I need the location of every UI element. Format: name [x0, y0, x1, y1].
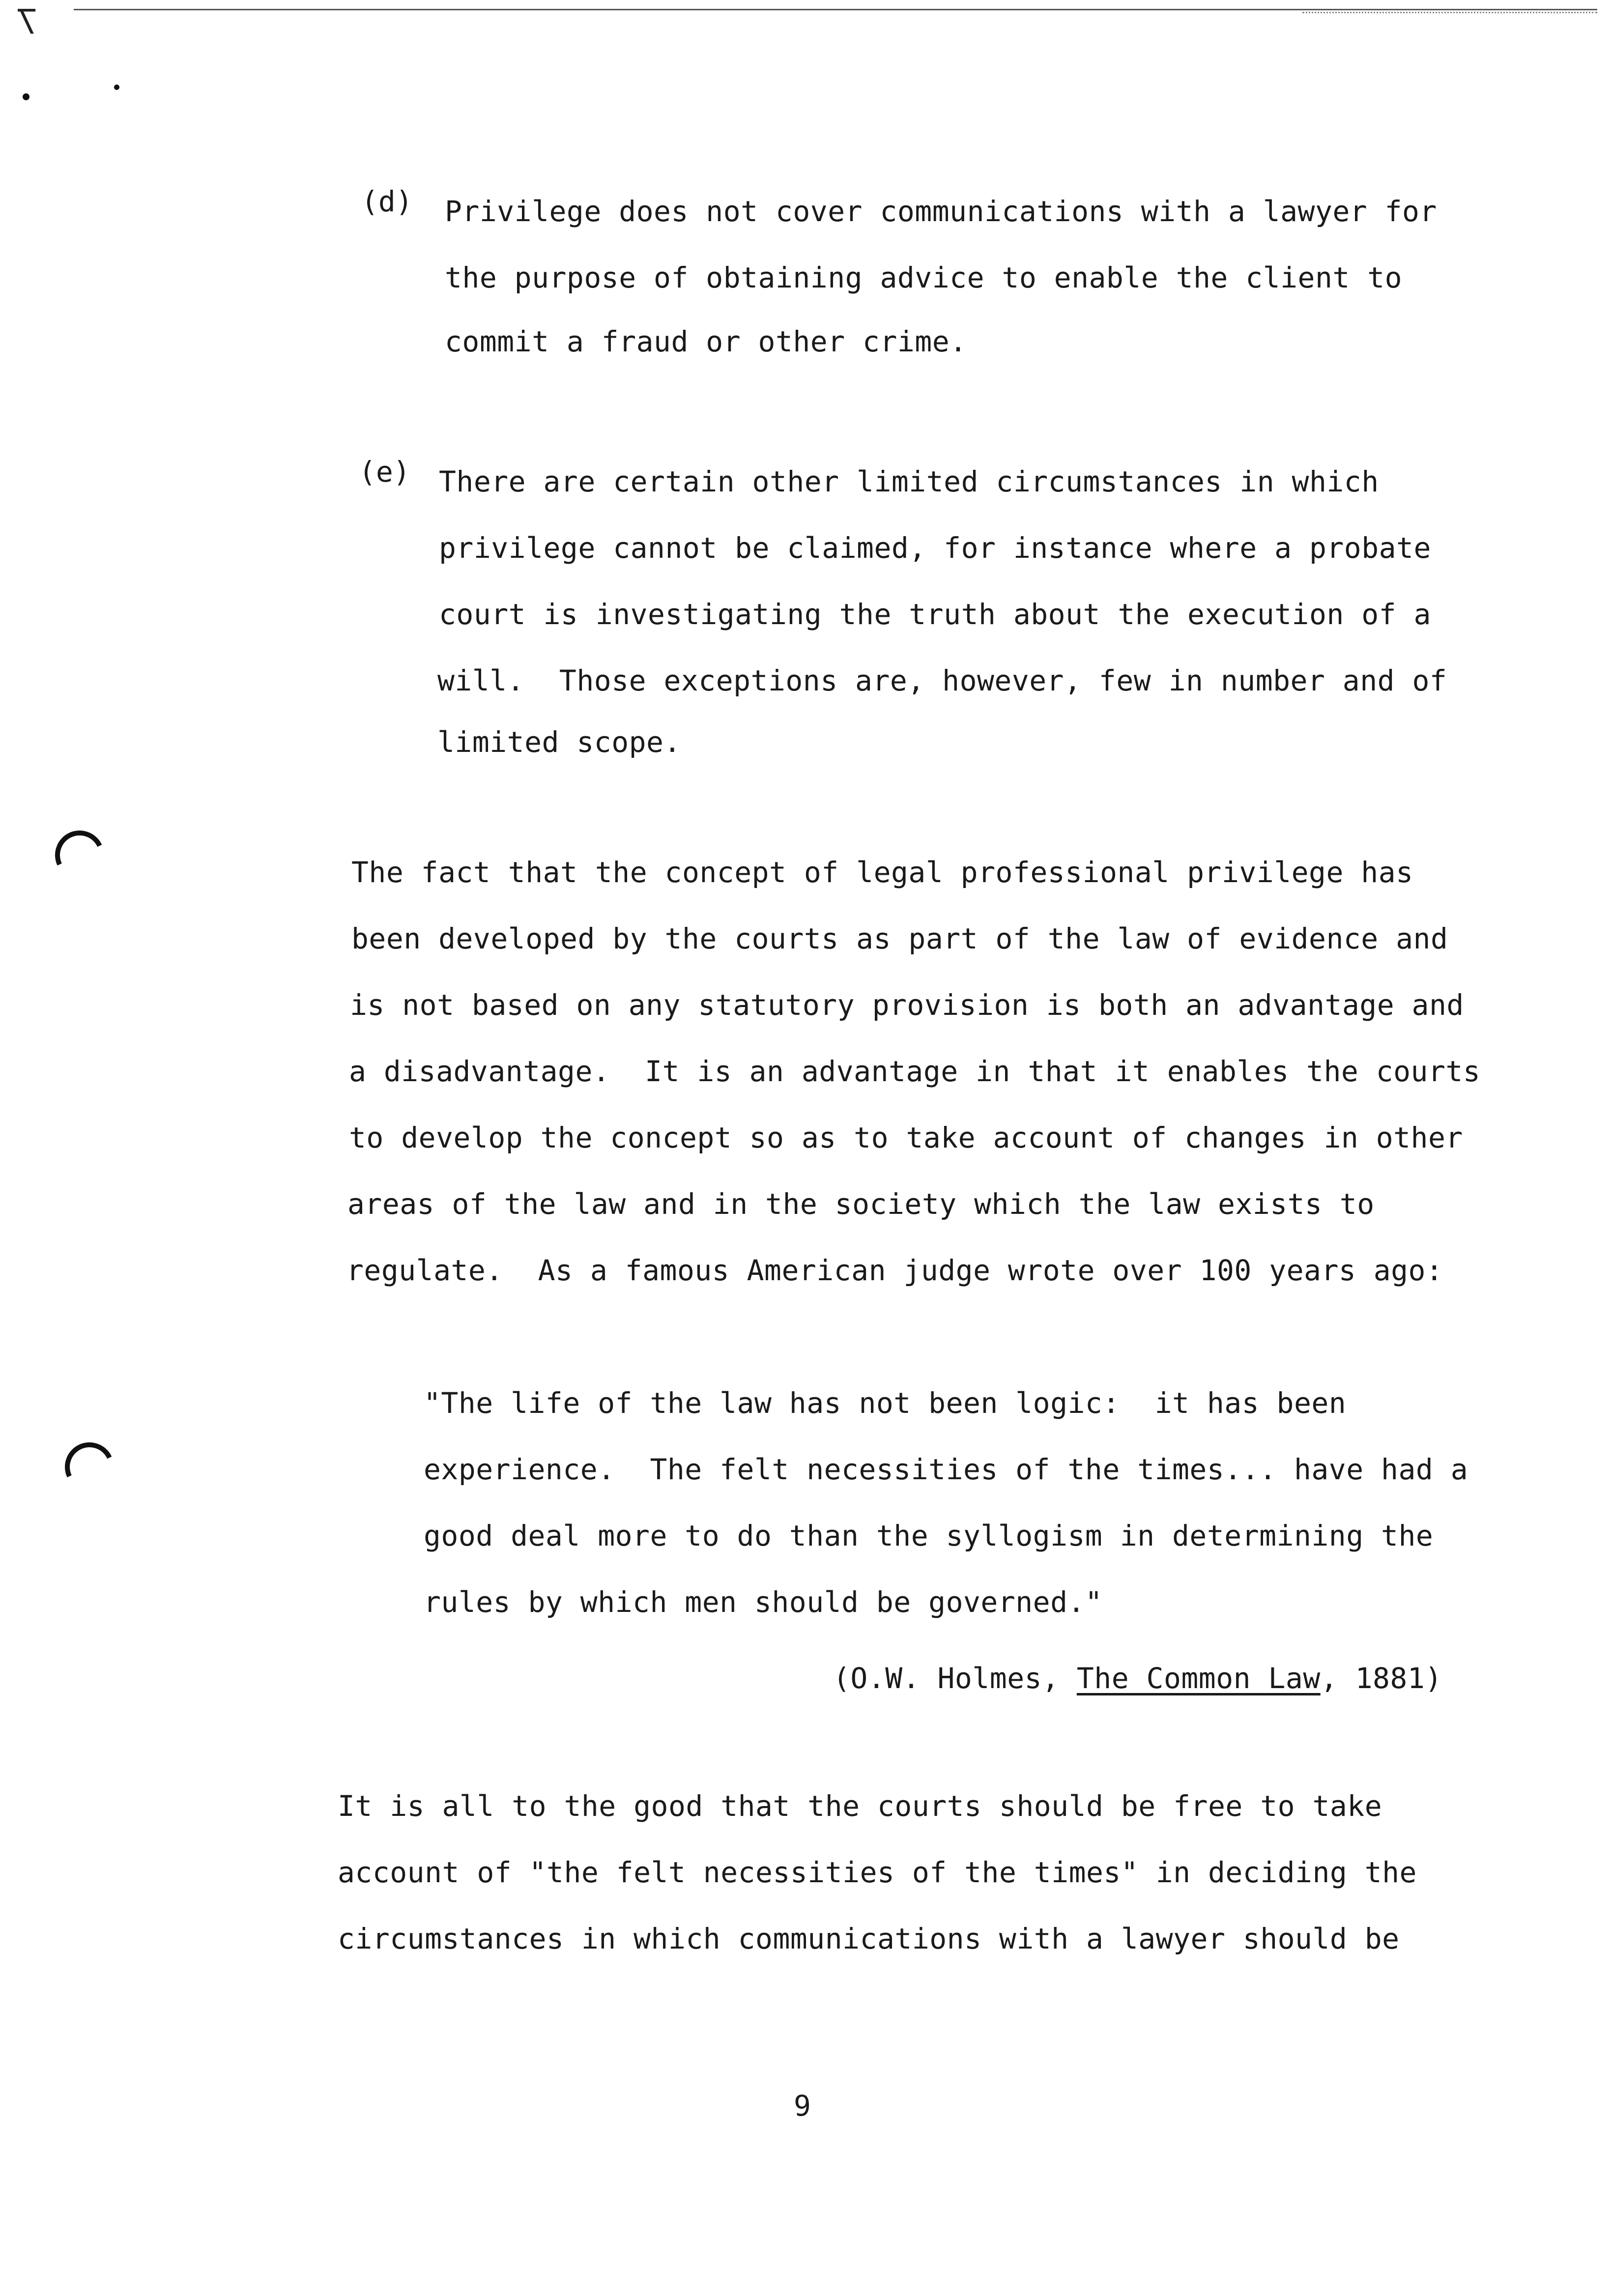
item-d-line-2: the purpose of obtaining advice to enable the client to: [445, 261, 1403, 294]
item-e-label: (e): [359, 455, 410, 488]
paragraph-2-line-3: circumstances in which communications with a lawyer should be: [338, 1922, 1400, 1955]
scan-corner-mark: ̅\: [18, 4, 36, 38]
item-d-line-1: Privilege does not cover communications with a lawyer for: [445, 195, 1437, 228]
page-number: 9: [794, 2089, 811, 2123]
paragraph-1-line-3: is not based on any statutory provision is both an advantage and: [350, 988, 1464, 1022]
item-e-line-5: limited scope.: [437, 725, 681, 759]
quote-line-1: "The life of the law has not been logic: it has been: [424, 1386, 1347, 1420]
item-e-line-1: There are certain other limited circumstances in which: [439, 465, 1379, 498]
citation-suffix: , 1881): [1320, 1662, 1442, 1695]
scan-top-rule-faint: [1302, 12, 1597, 13]
quote-line-4: rules by which men should be governed.": [424, 1585, 1103, 1619]
hole-punch-arc-upper: [48, 824, 111, 887]
item-e-line-2: privilege cannot be claimed, for instance where a probate: [439, 531, 1431, 565]
citation-title: The Common Law: [1076, 1662, 1321, 1695]
item-e-line-3: court is investigating the truth about the execution of a: [439, 598, 1431, 631]
paragraph-2-line-2: account of "the felt necessities of the times" in deciding the: [338, 1856, 1417, 1889]
item-e-line-4: will. Those exceptions are, however, few in number and of: [437, 664, 1447, 697]
scan-dot-2: [114, 85, 119, 90]
item-d-label: (d): [361, 185, 413, 218]
paragraph-1-line-4: a disadvantage. It is an advantage in that it enables the courts: [349, 1055, 1481, 1088]
scan-top-rule: [74, 9, 1597, 10]
citation-prefix: (O.W. Holmes,: [833, 1662, 1077, 1695]
paragraph-2-line-1: It is all to the good that the courts should be free to take: [338, 1789, 1382, 1823]
paragraph-1-line-7: regulate. As a famous American judge wrote over 100 years ago:: [346, 1254, 1443, 1287]
paragraph-1-line-5: to develop the concept so as to take account of changes in other: [349, 1121, 1463, 1154]
quote-line-2: experience. The felt necessities of the times... have had a: [424, 1453, 1468, 1486]
paragraph-1-line-6: areas of the law and in the society which the law exists to: [347, 1187, 1375, 1221]
paragraph-1-line-2: been developed by the courts as part of the law of evidence and: [351, 922, 1448, 955]
paragraph-1-line-1: The fact that the concept of legal professional privilege has: [351, 856, 1413, 889]
quote-citation: [833, 1661, 1442, 1695]
scan-dot-1: [23, 93, 29, 100]
hole-punch-arc-lower: [58, 1435, 121, 1498]
quote-line-3: good deal more to do than the syllogism in determining the: [424, 1519, 1434, 1552]
item-d-line-3: commit a fraud or other crime.: [445, 325, 967, 358]
